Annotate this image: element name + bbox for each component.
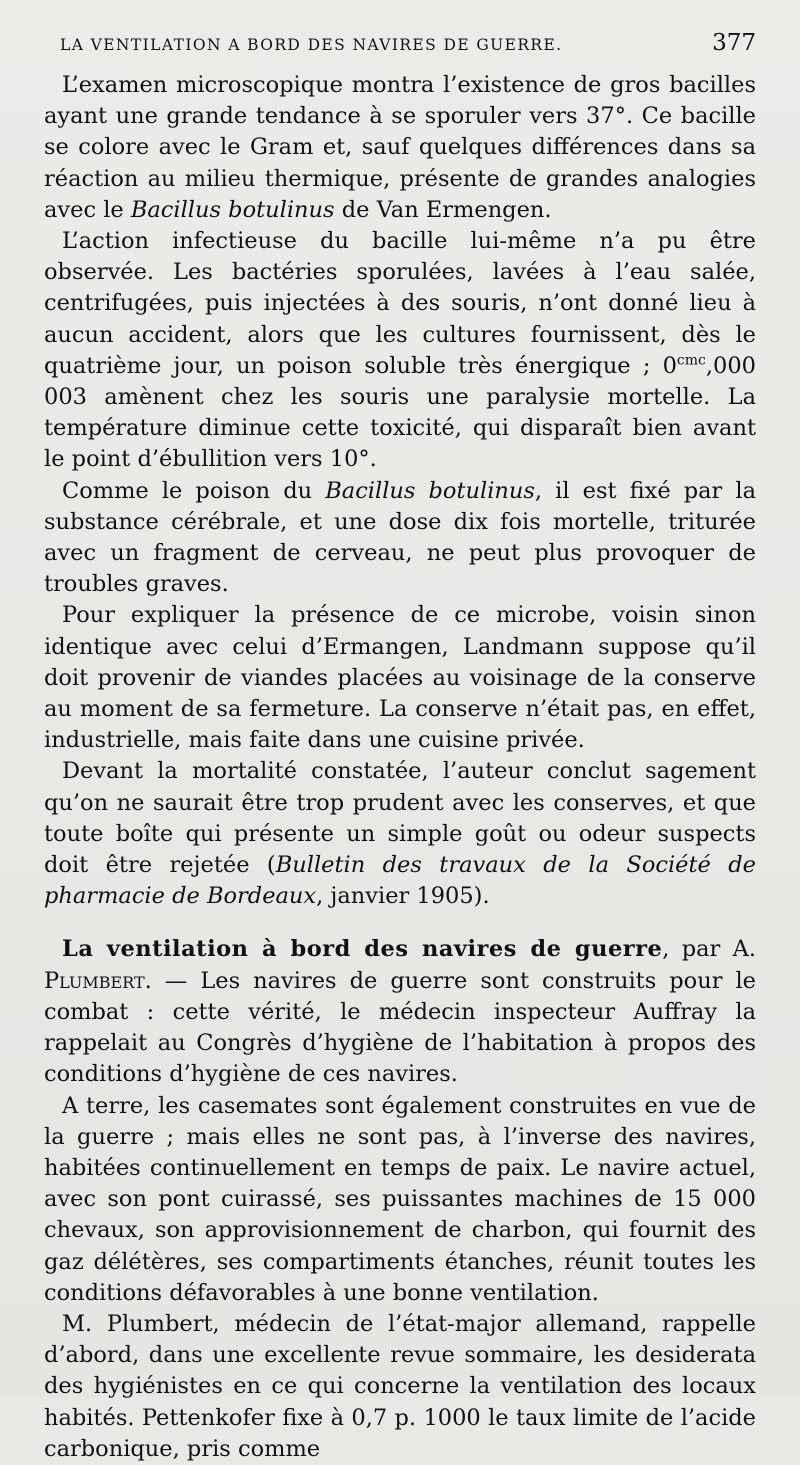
paragraph-text: de Van Ermengen.	[334, 196, 552, 223]
italic-species-name: Bacillus botulinus	[325, 477, 535, 504]
paragraph-text: L’action infectieuse du bacille lui-même n’a pu être observée. Les bactéries sporulées, lavées à l’eau salée, centrifugées, puis injectées à des souris, n’ont donné lieu à aucun accident, alors que les cultures fournissent, dès le quatrième jour, un poison soluble très énergique ; 0	[44, 228, 756, 379]
paragraph-casemates	[44, 1091, 756, 1309]
page-number: 377	[712, 30, 756, 56]
paragraph-poison	[44, 476, 756, 601]
italic-species-name: Bacillus botulinus	[130, 196, 335, 223]
paragraph-text: Devant la mortalité constatée, l’auteur conclut sagement qu’on ne saurait être trop prudent avec les conserves, et que toute boîte qui présente un simple goût ou odeur suspects doit être rejetée (	[44, 758, 756, 879]
paragraph-text: ,000 003 amènent chez les souris une paralysie mortelle. La température diminue cette toxicité, qui disparaît bien avant le point d’ébullition vers 10°.	[44, 352, 756, 473]
unit-superscript: cmc	[676, 352, 706, 369]
paragraph-text: Pour expliquer la présence de ce microbe, voisin sinon identique avec celui d’Ermangen, Landmann suppose qu’il doit provenir de viandes placées au voisinage de la conserve au moment de sa fermeture. La conserve n’était pas, en effet, industrielle, mais faite dans une cuisine privée.	[44, 602, 756, 754]
paragraph-action	[44, 226, 756, 476]
paragraph-examen	[44, 70, 756, 226]
author-name: A. Plumbert.	[44, 936, 756, 994]
paragraph-plumbert	[44, 1309, 756, 1465]
paragraph-text: , janvier 1905).	[316, 883, 490, 910]
paragraph-mortalite	[44, 756, 756, 912]
running-title: LA VENTILATION A BORD DES NAVIRES DE GUERRE.	[60, 36, 563, 54]
paragraph-text: L’examen microscopique montra l’existence de gros bacilles ayant une grande tendance à se sporuler vers 37°. Ce bacille se colore avec le Gram et, sauf quelques différences dans sa réaction au milieu thermique, présente de grandes analogies avec le	[44, 72, 756, 223]
paragraph-text: M. Plumbert, médecin de l’état-major allemand, rappelle d’abord, dans une excellente revue sommaire, les desiderata des hygiénistes en ce qui concerne la ventilation des locaux habités. Pettenkofer fixe à 0,7 p. 1000 le taux limite de l’acide carbonique, pris comme	[44, 1310, 756, 1462]
paragraph-section-start	[44, 934, 756, 1090]
section-title: La ventilation à bord des navires de guerre	[62, 936, 663, 963]
paragraph-text: , il est fixé par la substance cérébrale, et une dose dix fois mortelle, triturée avec un fragment de cerveau, ne peut plus provoquer de troubles graves.	[44, 477, 757, 598]
paragraph-text: — Les navires de guerre sont construits pour le combat : cette vérité, le médecin inspecteur Auffray la rappelait au Congrès d’hygiène de l’habitation à propos des conditions d’hygiène de ces navires.	[44, 967, 756, 1088]
paragraph-explication	[44, 600, 756, 756]
paragraph-text: Comme le poison du	[62, 477, 326, 504]
italic-citation: Bulletin des travaux de la Société de pharmacie de Bordeaux	[44, 852, 756, 910]
paragraph-text: , par	[662, 936, 733, 963]
running-head	[60, 30, 756, 64]
paragraph-text: A terre, les casemates sont également construites en vue de la guerre ; mais elles ne sont pas, à l’inverse des navires, habitées continuellement en temps de paix. Le navire actuel, avec son pont cuirassé, ses puissantes machines de 15 000 chevaux, son approvisionnement de charbon, qui fournit des gaz délétères, ses compartiments étanches, réunit toutes les conditions défavorables à une bonne ventilation.	[44, 1092, 756, 1306]
